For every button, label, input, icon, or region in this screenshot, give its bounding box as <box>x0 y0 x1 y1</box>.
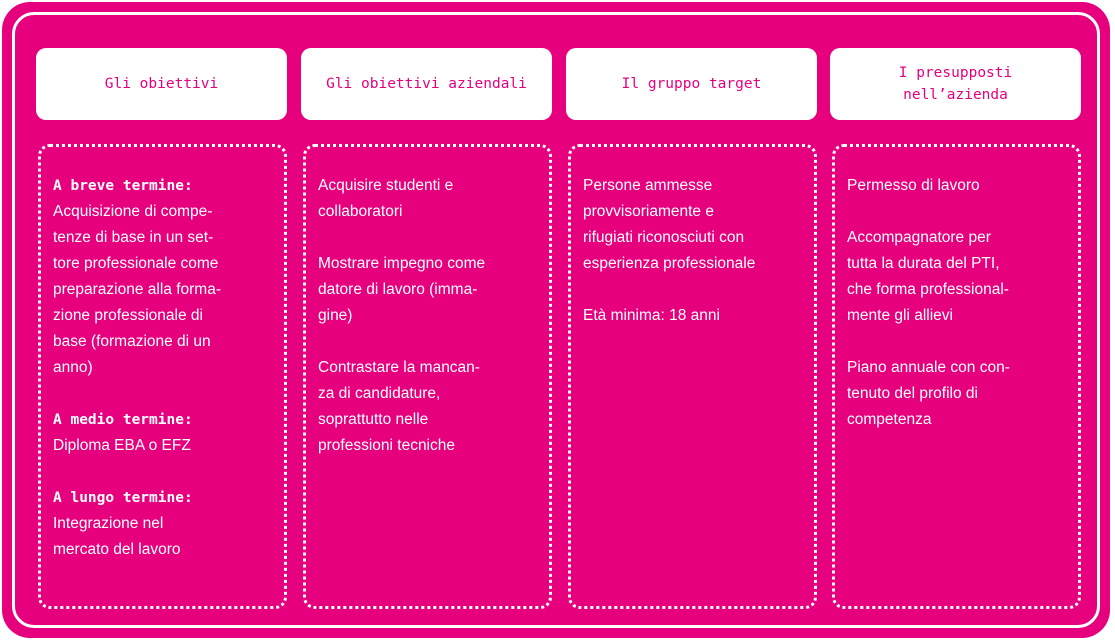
short-term-block <box>53 173 274 381</box>
target-group-1: Persone ammesse provvisoriamente e rifugiati riconosciuti con esperienza professionale <box>583 177 756 272</box>
medium-term-heading: A medio termine: <box>53 412 193 428</box>
business-objective-1: Acquisire studenti e collaboratori <box>318 177 454 220</box>
info-panel <box>2 2 1110 638</box>
business-objective-2: Mostrare impegno come datore di lavoro (imma- gine) <box>318 255 486 324</box>
long-term-heading: A lungo termine: <box>53 490 193 506</box>
long-term-text: Integrazione nel mercato del lavoro <box>53 515 181 558</box>
target-group-2: Età minima: 18 anni <box>583 307 720 324</box>
medium-term-block <box>53 407 274 459</box>
requirement-1: Permesso di lavoro <box>847 177 980 194</box>
column-company-requirements <box>832 144 1081 609</box>
column-target-group <box>568 144 817 609</box>
requirement-3: Piano annuale con con- tenuto del profilo di competenza <box>847 359 1010 428</box>
column-objectives <box>38 144 287 609</box>
requirement-2: Accompagnatore per tutta la durata del PTI, che forma professional- mente gli allievi <box>847 229 1009 324</box>
header-target-group: Il gruppo target <box>566 48 817 120</box>
header-business-objectives: Gli obiettivi aziendali <box>301 48 552 120</box>
short-term-text: Acquisizione di compe- tenze di base in un set- tore professionale come preparazione alla forma- zione professionale di base (formazione di un anno) <box>53 203 222 376</box>
header-company-requirements: I presupposti nell’azienda <box>830 48 1081 120</box>
column-business-objectives <box>303 144 552 609</box>
medium-term-text: Diploma EBA o EFZ <box>53 437 191 454</box>
business-objective-3: Contrastare la mancan- za di candidature, soprattutto nelle professioni tecniche <box>318 359 480 454</box>
long-term-block <box>53 485 274 563</box>
header-objectives: Gli obiettivi <box>36 48 287 120</box>
short-term-heading: A breve termine: <box>53 178 193 194</box>
